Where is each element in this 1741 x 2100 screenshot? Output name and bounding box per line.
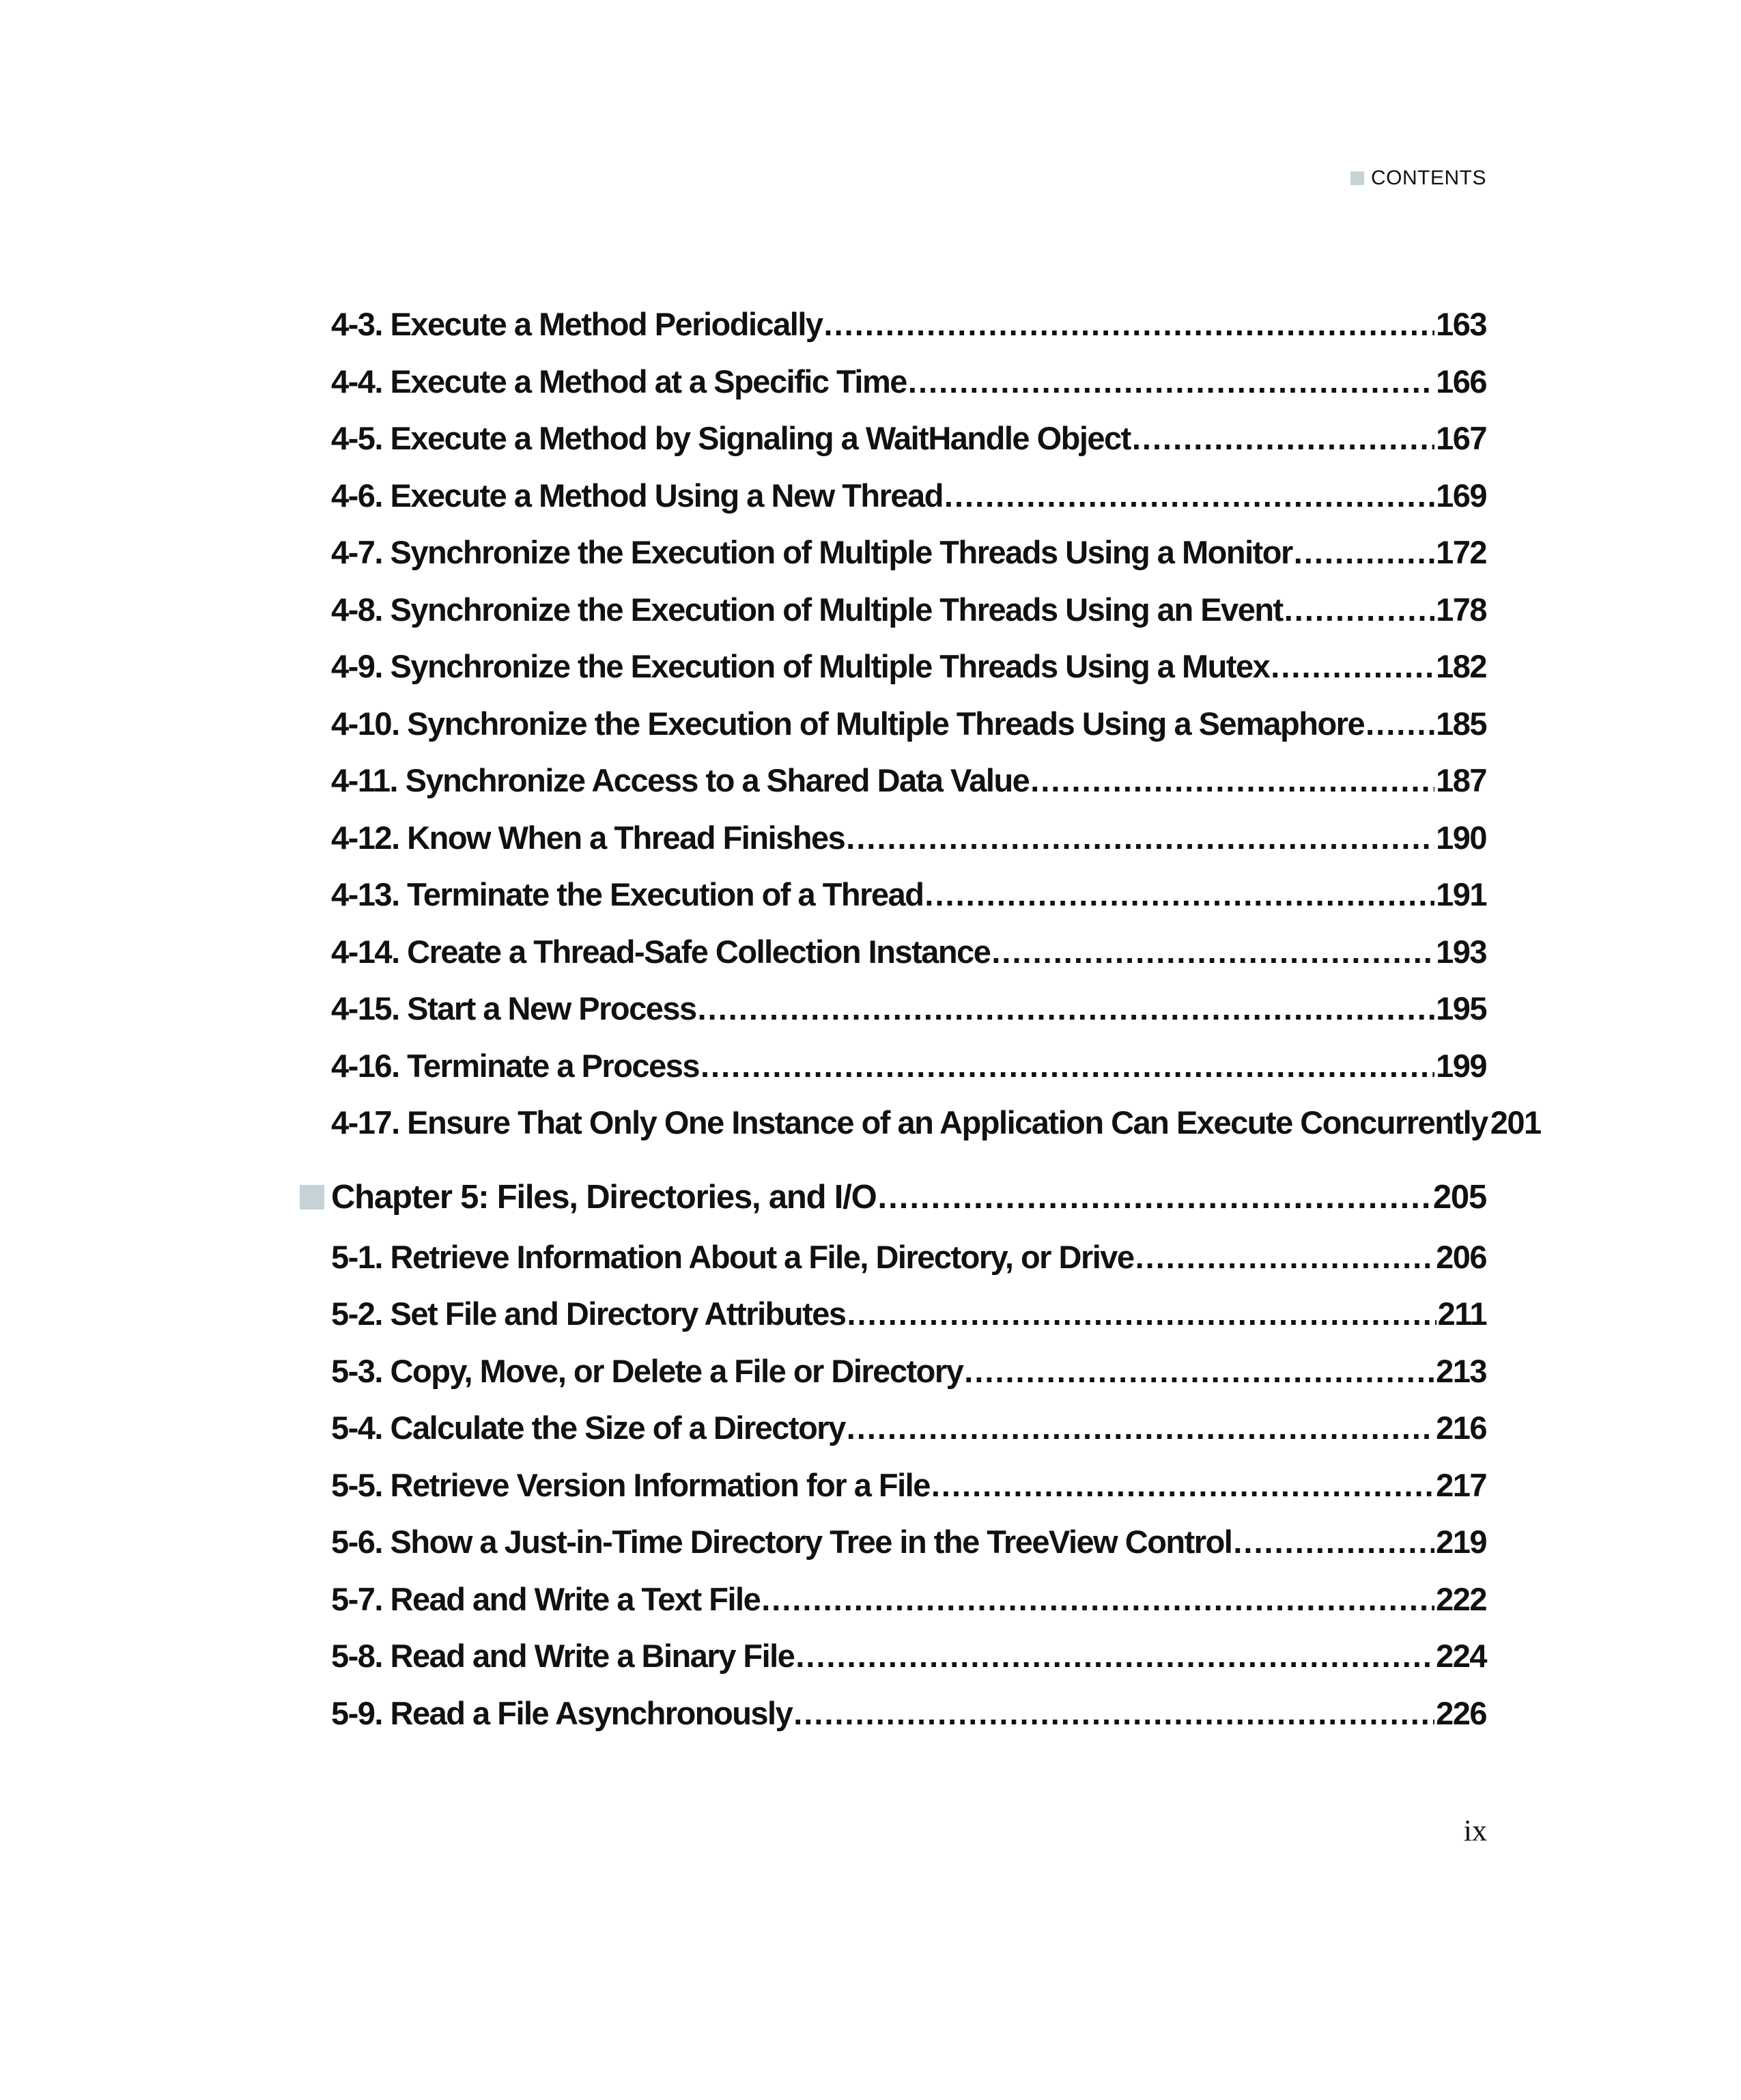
dot-leader: [944, 477, 1434, 514]
dot-leader: [698, 990, 1434, 1027]
toc-entry-page: 163: [1436, 306, 1486, 342]
toc-entry[interactable]: [331, 363, 1486, 420]
toc-entry-page: 226: [1436, 1694, 1486, 1731]
dot-leader: [1132, 419, 1434, 457]
toc-entry-page: 224: [1436, 1638, 1486, 1674]
dot-leader: [1030, 761, 1434, 799]
chapter-page: 205: [1432, 1178, 1486, 1216]
toc-entry-title: 5-2. Set File and Directory Attributes: [331, 1296, 846, 1332]
toc-entry-page: 187: [1436, 762, 1486, 798]
toc-entry[interactable]: [331, 1047, 1486, 1104]
toc-entry-page: 216: [1436, 1410, 1486, 1446]
toc-entry-page: 169: [1436, 477, 1486, 514]
toc-entry-title: 4-7. Synchronize the Execution of Multiple Threads Using a Monitor: [331, 534, 1292, 570]
dot-leader: [1294, 533, 1434, 571]
table-of-contents: [331, 305, 1541, 1751]
dot-leader: [847, 1409, 1434, 1446]
toc-entry-title: 5-4. Calculate the Size of a Directory: [331, 1410, 845, 1446]
toc-entry[interactable]: [331, 933, 1486, 990]
dot-leader: [824, 305, 1435, 343]
dot-leader: [1135, 1238, 1435, 1276]
toc-entry-title: 5-8. Read and Write a Binary File: [331, 1638, 795, 1674]
dot-leader: [793, 1694, 1434, 1732]
toc-entry[interactable]: [331, 705, 1486, 762]
dot-leader: [847, 1295, 1436, 1332]
toc-entry-page: 185: [1436, 705, 1486, 742]
dot-leader: [1365, 705, 1434, 742]
toc-entry-page: 211: [1437, 1296, 1486, 1332]
toc-entry[interactable]: [331, 1523, 1486, 1580]
chapter-marker-icon: [300, 1185, 324, 1209]
dot-leader: [924, 876, 1434, 913]
toc-entry-page: 201: [1490, 1104, 1541, 1140]
dot-leader: [1233, 1523, 1434, 1560]
toc-entry-page: 195: [1436, 990, 1486, 1026]
toc-entry-title: 4-15. Start a New Process: [331, 990, 696, 1026]
toc-entry[interactable]: [331, 876, 1486, 933]
toc-entry[interactable]: [331, 1466, 1486, 1524]
toc-entry-page: 191: [1436, 876, 1486, 912]
toc-entry[interactable]: [331, 1352, 1486, 1410]
page-number: ix: [1463, 1814, 1487, 1847]
toc-chapter-heading[interactable]: [331, 1178, 1486, 1238]
chapter-title: Chapter 5: Files, Directories, and I/O: [331, 1178, 877, 1216]
toc-entry-page: 206: [1436, 1238, 1486, 1275]
dot-leader: [908, 363, 1434, 400]
dot-leader: [878, 1178, 1432, 1216]
toc-entry-title: 4-13. Terminate the Execution of a Thread: [331, 876, 924, 912]
toc-entry[interactable]: [331, 1104, 1541, 1161]
toc-entry[interactable]: [331, 761, 1486, 819]
running-title: CONTENTS: [1371, 167, 1486, 189]
running-header: [1350, 167, 1486, 190]
toc-entry[interactable]: [331, 419, 1486, 477]
toc-entry-title: 5-6. Show a Just-in-Time Directory Tree in the TreeView Control: [331, 1524, 1232, 1560]
toc-entry-page: 222: [1436, 1580, 1486, 1617]
toc-entry-page: 199: [1436, 1047, 1486, 1084]
toc-entry-page: 219: [1436, 1524, 1486, 1560]
toc-entry-title: 4-11. Synchronize Access to a Shared Data Value: [331, 762, 1030, 798]
dot-leader: [795, 1637, 1434, 1675]
dot-leader: [1271, 647, 1434, 685]
toc-entry-page: 182: [1436, 648, 1486, 684]
toc-entry-title: 4-6. Execute a Method Using a New Thread: [331, 477, 943, 514]
section-marker-icon: [1350, 171, 1364, 185]
toc-entry-title: 4-9. Synchronize the Execution of Multiple Threads Using a Mutex: [331, 648, 1270, 684]
toc-entry-title: 4-10. Synchronize the Execution of Multiple Threads Using a Semaphore: [331, 705, 1365, 742]
toc-entry-page: 172: [1436, 534, 1486, 570]
toc-entry-title: 5-3. Copy, Move, or Delete a File or Directory: [331, 1352, 963, 1389]
toc-entry[interactable]: [331, 819, 1486, 876]
toc-entry[interactable]: [331, 591, 1486, 648]
toc-entry-page: 190: [1436, 819, 1486, 856]
dot-leader: [1284, 591, 1434, 628]
toc-entry-title: 4-16. Terminate a Process: [331, 1047, 699, 1084]
toc-entry-page: 166: [1436, 363, 1486, 400]
dot-leader: [700, 1047, 1434, 1084]
dot-leader: [931, 1466, 1434, 1504]
toc-entry-title: 4-14. Create a Thread-Safe Collection Instance: [331, 933, 991, 970]
toc-entry[interactable]: [331, 647, 1486, 705]
toc-entry-page: 178: [1436, 591, 1486, 628]
toc-entry-page: 167: [1436, 420, 1486, 456]
toc-entry[interactable]: [331, 533, 1486, 591]
toc-entry[interactable]: [331, 477, 1486, 534]
dot-leader: [964, 1352, 1434, 1390]
toc-entry-page: 193: [1436, 933, 1486, 970]
toc-entry[interactable]: [331, 1409, 1486, 1466]
toc-entry-title: 5-5. Retrieve Version Information for a File: [331, 1466, 930, 1503]
toc-entry-page: 217: [1436, 1466, 1486, 1503]
toc-entry[interactable]: [331, 1637, 1486, 1694]
dot-leader: [991, 933, 1434, 970]
toc-entry[interactable]: [331, 1295, 1486, 1352]
toc-entry-title: 4-3. Execute a Method Periodically: [331, 306, 823, 342]
toc-entry-page: 213: [1436, 1352, 1486, 1389]
dot-leader: [846, 819, 1434, 856]
toc-entry-title: 4-8. Synchronize the Execution of Multiple Threads Using an Event: [331, 591, 1283, 628]
toc-entry-title: 4-5. Execute a Method by Signaling a WaitHandle Object: [331, 420, 1131, 456]
toc-entry-title: 5-7. Read and Write a Text File: [331, 1580, 761, 1617]
toc-entry-title: 4-4. Execute a Method at a Specific Time: [331, 363, 907, 400]
toc-entry[interactable]: [331, 1694, 1486, 1752]
toc-entry[interactable]: [331, 305, 1486, 363]
toc-entry-title: 4-12. Know When a Thread Finishes: [331, 819, 845, 856]
toc-entry-title: 4-17. Ensure That Only One Instance of an Application Can Execute Concurrently: [331, 1104, 1488, 1140]
toc-entry[interactable]: [331, 1238, 1486, 1296]
toc-entry[interactable]: [331, 1580, 1486, 1638]
toc-entry-title: 5-1. Retrieve Information About a File, Directory, or Drive: [331, 1238, 1134, 1275]
toc-entry[interactable]: [331, 990, 1486, 1047]
toc-entry-title: 5-9. Read a File Asynchronously: [331, 1694, 793, 1731]
dot-leader: [761, 1580, 1434, 1618]
